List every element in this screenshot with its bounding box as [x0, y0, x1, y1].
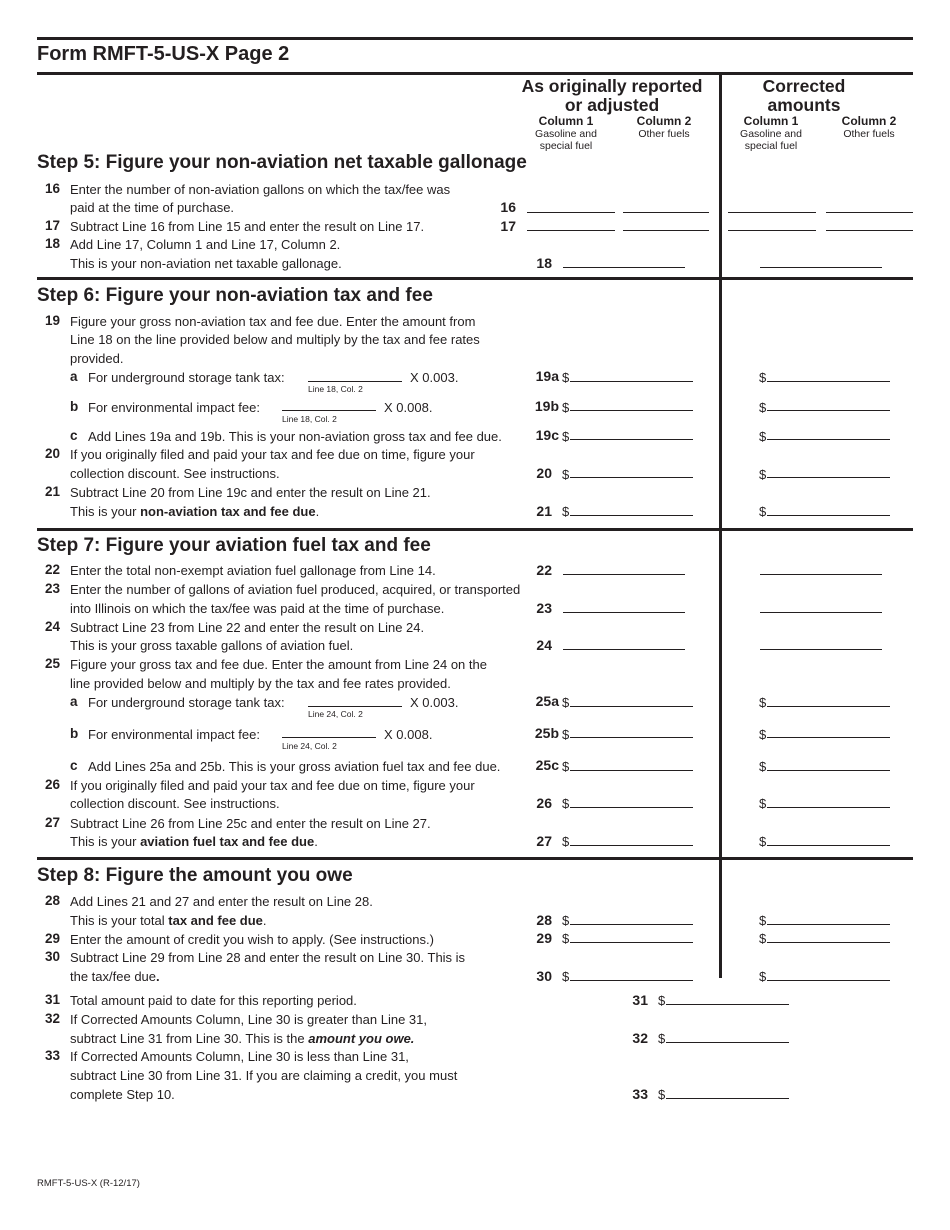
- line-19c-dollar: $: [562, 429, 570, 444]
- line-25a-input[interactable]: [308, 706, 402, 707]
- line-25c-corr-dollar: $: [759, 759, 767, 774]
- line-31-ref: 31: [632, 992, 648, 1008]
- line-25b-letter: b: [70, 726, 79, 741]
- line-25a-letter: a: [70, 694, 78, 709]
- line-27-corr-dollar: $: [759, 834, 767, 849]
- step7-rule: [37, 857, 913, 860]
- line-17-col1-corr-field[interactable]: [728, 230, 816, 231]
- line-20-text-2: collection discount. See instructions.: [70, 466, 280, 481]
- line-28-text-2: This is your total tax and fee due.: [70, 913, 267, 928]
- line-17-ref: 17: [500, 218, 516, 234]
- line-19-text-2: Line 18 on the line provided below and multiply by the tax and fee rates: [70, 332, 480, 347]
- column-divider: [719, 74, 722, 978]
- line-21-corr-dollar: $: [759, 504, 767, 519]
- line-23-corr-field[interactable]: [760, 612, 882, 613]
- line-19a-corr-dollar: $: [759, 370, 767, 385]
- line-32-text-2: subtract Line 31 from Line 30. This is the amount you owe.: [70, 1031, 415, 1046]
- line-19b-corr-dollar: $: [759, 400, 767, 415]
- line-31-number: 31: [44, 992, 60, 1007]
- line-22-text: Enter the total non-exempt aviation fuel gallonage from Line 14.: [70, 563, 436, 578]
- line-25b-dollar: $: [562, 727, 570, 742]
- line-16-text: Enter the number of non-aviation gallons on which the tax/fee was: [70, 182, 451, 197]
- line-19b-ref: 19b: [534, 398, 559, 414]
- line-25c-corr-field[interactable]: [767, 770, 890, 771]
- line-25a-text: For underground storage tank tax:: [88, 695, 285, 710]
- corr-col1-label: Column 1: [743, 114, 799, 128]
- line-19a-corr-field[interactable]: [767, 381, 890, 382]
- line-30-orig-field[interactable]: [570, 980, 693, 981]
- line-25b-input[interactable]: [282, 737, 376, 738]
- line-16-col2-orig-field[interactable]: [623, 212, 709, 213]
- line-31-field[interactable]: [666, 1004, 789, 1005]
- line-20-orig-field[interactable]: [570, 477, 693, 478]
- line-25b-caption: Line 24, Col. 2: [282, 741, 337, 751]
- line-25c-dollar: $: [562, 759, 570, 774]
- line-19a-ref: 19a: [535, 368, 559, 384]
- line-25a-dollar: $: [562, 695, 570, 710]
- line-18-corr-field[interactable]: [760, 267, 882, 268]
- line-19a-rate: X 0.003.: [410, 370, 459, 385]
- step6-rule: [37, 528, 913, 531]
- line-28-number: 28: [44, 893, 60, 908]
- line-19b-orig-field[interactable]: [570, 410, 693, 411]
- line-29-orig-field[interactable]: [570, 942, 693, 943]
- line-19c-ref: 19c: [535, 427, 559, 443]
- line-22-corr-field[interactable]: [760, 574, 882, 575]
- line-33-dollar: $: [658, 1087, 666, 1102]
- line-26-text: If you originally filed and paid your tax and fee due on time, figure your: [70, 778, 475, 793]
- line-26-text-2: collection discount. See instructions.: [70, 796, 280, 811]
- step5-title: Step 5: Figure your non-aviation net taxable gallonage: [37, 152, 527, 173]
- line-19a-letter: a: [70, 369, 78, 384]
- orig-col1-label: Column 1: [538, 114, 594, 128]
- line-20-dollar: $: [562, 467, 570, 482]
- line-19-number: 19: [44, 313, 60, 328]
- line-27-ref: 27: [536, 833, 552, 849]
- line-18-number: 18: [44, 236, 60, 251]
- line-24-text: Subtract Line 23 from Line 22 and enter the result on Line 24.: [70, 620, 425, 635]
- line-31-text: Total amount paid to date for this reporting period.: [70, 993, 357, 1008]
- line-29-corr-dollar: $: [759, 931, 767, 946]
- step5-rule: [37, 277, 913, 280]
- line-19b-dollar: $: [562, 400, 570, 415]
- line-33-number: 33: [44, 1048, 60, 1063]
- line-23-text: Enter the number of gallons of aviation fuel produced, acquired, or transported: [70, 582, 521, 597]
- line-19b-text: For environmental impact fee:: [88, 400, 260, 415]
- line-22-number: 22: [44, 562, 60, 577]
- line-18-text: Add Line 17, Column 1 and Line 17, Column 2.: [70, 237, 341, 252]
- top-rule: [37, 37, 913, 40]
- line-20-text: If you originally filed and paid your tax and fee due on time, figure your: [70, 447, 475, 462]
- line-30-ref: 30: [536, 968, 552, 984]
- line-20-corr-dollar: $: [759, 467, 767, 482]
- line-23-orig-field[interactable]: [563, 612, 685, 613]
- line-30-dollar: $: [562, 969, 570, 984]
- line-30-number: 30: [44, 949, 60, 964]
- line-23-number: 23: [44, 581, 60, 596]
- line-16-text-2: paid at the time of purchase.: [70, 200, 235, 215]
- line-25a-orig-field[interactable]: [570, 706, 693, 707]
- line-26-orig-field[interactable]: [570, 807, 693, 808]
- corr-heading-2: amounts: [767, 95, 841, 115]
- line-33-text: If Corrected Amounts Column, Line 30 is less than Line 31,: [70, 1049, 409, 1064]
- line-31-dollar: $: [658, 993, 666, 1008]
- line-32-field[interactable]: [666, 1042, 789, 1043]
- orig-heading-2: or adjusted: [564, 95, 660, 115]
- line-19b-letter: b: [70, 399, 79, 414]
- line-26-corr-dollar: $: [759, 796, 767, 811]
- line-25c-ref: 25c: [535, 757, 559, 773]
- corr-col1-desc-2: special fuel: [744, 140, 798, 152]
- line-25a-rate: X 0.003.: [410, 695, 459, 710]
- line-28-dollar: $: [562, 913, 570, 928]
- line-29-ref: 29: [536, 930, 552, 946]
- line-19-text: Figure your gross non-aviation tax and fee due. Enter the amount from: [70, 314, 476, 329]
- line-32-number: 32: [44, 1011, 60, 1026]
- line-33-field[interactable]: [666, 1098, 789, 1099]
- orig-col1-desc-1: Gasoline and: [535, 128, 597, 140]
- line-29-number: 29: [44, 931, 60, 946]
- line-19c-orig-field[interactable]: [570, 439, 693, 440]
- line-28-ref: 28: [536, 912, 552, 928]
- line-27-corr-field[interactable]: [767, 845, 890, 846]
- line-16-col1-orig-field[interactable]: [527, 212, 615, 213]
- page-title: Form RMFT-5-US-X Page 2: [37, 43, 290, 65]
- line-22-orig-field[interactable]: [563, 574, 685, 575]
- line-25c-orig-field[interactable]: [570, 770, 693, 771]
- line-30-corr-field[interactable]: [767, 980, 890, 981]
- corr-heading-1: Corrected: [762, 76, 846, 96]
- line-19-text-3: provided.: [70, 351, 124, 366]
- line-19b-corr-field[interactable]: [767, 410, 890, 411]
- line-27-text: Subtract Line 26 from Line 25c and enter the result on Line 27.: [70, 816, 431, 831]
- line-25a-ref: 25a: [535, 693, 559, 709]
- orig-heading-1: As originally reported: [521, 76, 703, 96]
- line-25-text-2: line provided below and multiply by the tax and fee rates provided.: [70, 676, 451, 691]
- line-22-ref: 22: [536, 562, 552, 578]
- orig-col2-label: Column 2: [636, 114, 692, 128]
- line-19a-dollar: $: [562, 370, 570, 385]
- line-33-text-2: subtract Line 30 from Line 31. If you are claiming a credit, you must: [70, 1068, 458, 1083]
- orig-col2-desc: Other fuels: [638, 128, 690, 140]
- line-24-corr-field[interactable]: [760, 649, 882, 650]
- line-32-ref: 32: [632, 1030, 648, 1046]
- line-25b-rate: X 0.008.: [384, 727, 433, 742]
- line-23-text-2: into Illinois on which the tax/fee was paid at the time of purchase.: [70, 601, 445, 616]
- line-28-corr-dollar: $: [759, 913, 767, 928]
- corr-col2-label: Column 2: [841, 114, 897, 128]
- line-25b-corr-field[interactable]: [767, 737, 890, 738]
- line-19c-letter: c: [70, 428, 78, 443]
- line-19c-text: Add Lines 19a and 19b. This is your non-aviation gross tax and fee due.: [88, 429, 502, 444]
- line-17-col1-orig-field[interactable]: [527, 230, 615, 231]
- line-21-dollar: $: [562, 504, 570, 519]
- line-25a-caption: Line 24, Col. 2: [308, 709, 363, 719]
- line-19a-caption: Line 18, Col. 2: [308, 384, 363, 394]
- line-32-text: If Corrected Amounts Column, Line 30 is greater than Line 31,: [70, 1012, 427, 1027]
- line-33-text-3: complete Step 10.: [70, 1087, 175, 1102]
- line-18-ref: 18: [536, 255, 552, 271]
- line-25c-letter: c: [70, 758, 78, 773]
- line-19c-corr-field[interactable]: [767, 439, 890, 440]
- line-19c-corr-dollar: $: [759, 429, 767, 444]
- line-24-ref: 24: [536, 637, 552, 653]
- line-25b-ref: 25b: [534, 725, 559, 741]
- line-18-orig-field[interactable]: [563, 267, 685, 268]
- line-16-ref: 16: [500, 199, 516, 215]
- line-20-ref: 20: [536, 465, 552, 481]
- line-28-corr-field[interactable]: [767, 924, 890, 925]
- line-17-number: 17: [44, 218, 60, 233]
- line-24-text-2: This is your gross taxable gallons of aviation fuel.: [70, 638, 354, 653]
- line-20-corr-field[interactable]: [767, 477, 890, 478]
- line-25a-corr-dollar: $: [759, 695, 767, 710]
- line-25-text: Figure your gross tax and fee due. Enter the amount from Line 24 on the: [70, 657, 487, 672]
- line-20-number: 20: [44, 446, 60, 461]
- line-26-number: 26: [44, 777, 60, 792]
- line-19b-rate: X 0.008.: [384, 400, 433, 415]
- header-rule: [37, 72, 913, 75]
- line-30-text: Subtract Line 29 from Line 28 and enter the result on Line 30. This is: [70, 950, 466, 965]
- line-19b-caption: Line 18, Col. 2: [282, 414, 337, 424]
- orig-col1-desc-2: special fuel: [539, 140, 593, 152]
- line-18-text-2: This is your non-aviation net taxable gallonage.: [70, 256, 342, 271]
- line-28-text: Add Lines 21 and 27 and enter the result on Line 28.: [70, 894, 373, 909]
- line-16-col2-corr-field[interactable]: [826, 212, 913, 213]
- line-19a-orig-field[interactable]: [570, 381, 693, 382]
- line-16-number: 16: [44, 181, 60, 196]
- form-code-footer: RMFT-5-US-X (R-12/17): [37, 1178, 140, 1189]
- line-33-ref: 33: [632, 1086, 648, 1102]
- line-27-number: 27: [44, 815, 60, 830]
- line-27-text-2: This is your aviation fuel tax and fee due.: [70, 834, 318, 849]
- line-26-corr-field[interactable]: [767, 807, 890, 808]
- line-23-ref: 23: [536, 600, 552, 616]
- line-21-corr-field[interactable]: [767, 515, 890, 516]
- line-24-number: 24: [44, 619, 60, 634]
- line-27-dollar: $: [562, 834, 570, 849]
- line-19a-input[interactable]: [308, 381, 402, 382]
- line-32-dollar: $: [658, 1031, 666, 1046]
- line-30-corr-dollar: $: [759, 969, 767, 984]
- line-24-orig-field[interactable]: [563, 649, 685, 650]
- step6-title: Step 6: Figure your non-aviation tax and fee: [37, 285, 433, 306]
- line-26-ref: 26: [536, 795, 552, 811]
- line-25a-corr-field[interactable]: [767, 706, 890, 707]
- line-17-text: Subtract Line 16 from Line 15 and enter the result on Line 17.: [70, 219, 425, 234]
- line-21-orig-field[interactable]: [570, 515, 693, 516]
- step8-title: Step 8: Figure the amount you owe: [37, 865, 353, 886]
- line-25-number: 25: [44, 656, 60, 671]
- step7-title: Step 7: Figure your aviation fuel tax and fee: [37, 535, 431, 556]
- line-17-col2-corr-field[interactable]: [826, 230, 913, 231]
- line-19b-input[interactable]: [282, 410, 376, 411]
- line-25b-corr-dollar: $: [759, 727, 767, 742]
- line-29-text: Enter the amount of credit you wish to apply. (See instructions.): [70, 932, 434, 947]
- line-25c-text: Add Lines 25a and 25b. This is your gross aviation fuel tax and fee due.: [88, 759, 501, 774]
- line-25b-orig-field[interactable]: [570, 737, 693, 738]
- line-28-orig-field[interactable]: [570, 924, 693, 925]
- line-27-orig-field[interactable]: [570, 845, 693, 846]
- corr-col2-desc: Other fuels: [843, 128, 895, 140]
- line-21-text: Subtract Line 20 from Line 19c and enter the result on Line 21.: [70, 485, 431, 500]
- line-21-text-2: This is your non-aviation tax and fee due.: [70, 504, 320, 519]
- line-29-dollar: $: [562, 931, 570, 946]
- line-17-col2-orig-field[interactable]: [623, 230, 709, 231]
- line-19a-text: For underground storage tank tax:: [88, 370, 285, 385]
- line-21-ref: 21: [536, 503, 552, 519]
- line-25b-text: For environmental impact fee:: [88, 727, 260, 742]
- line-21-number: 21: [44, 484, 60, 499]
- line-30-text-2: the tax/fee due.: [70, 969, 160, 984]
- line-29-corr-field[interactable]: [767, 942, 890, 943]
- line-16-col1-corr-field[interactable]: [728, 212, 816, 213]
- line-26-dollar: $: [562, 796, 570, 811]
- corr-col1-desc-1: Gasoline and: [740, 128, 802, 140]
